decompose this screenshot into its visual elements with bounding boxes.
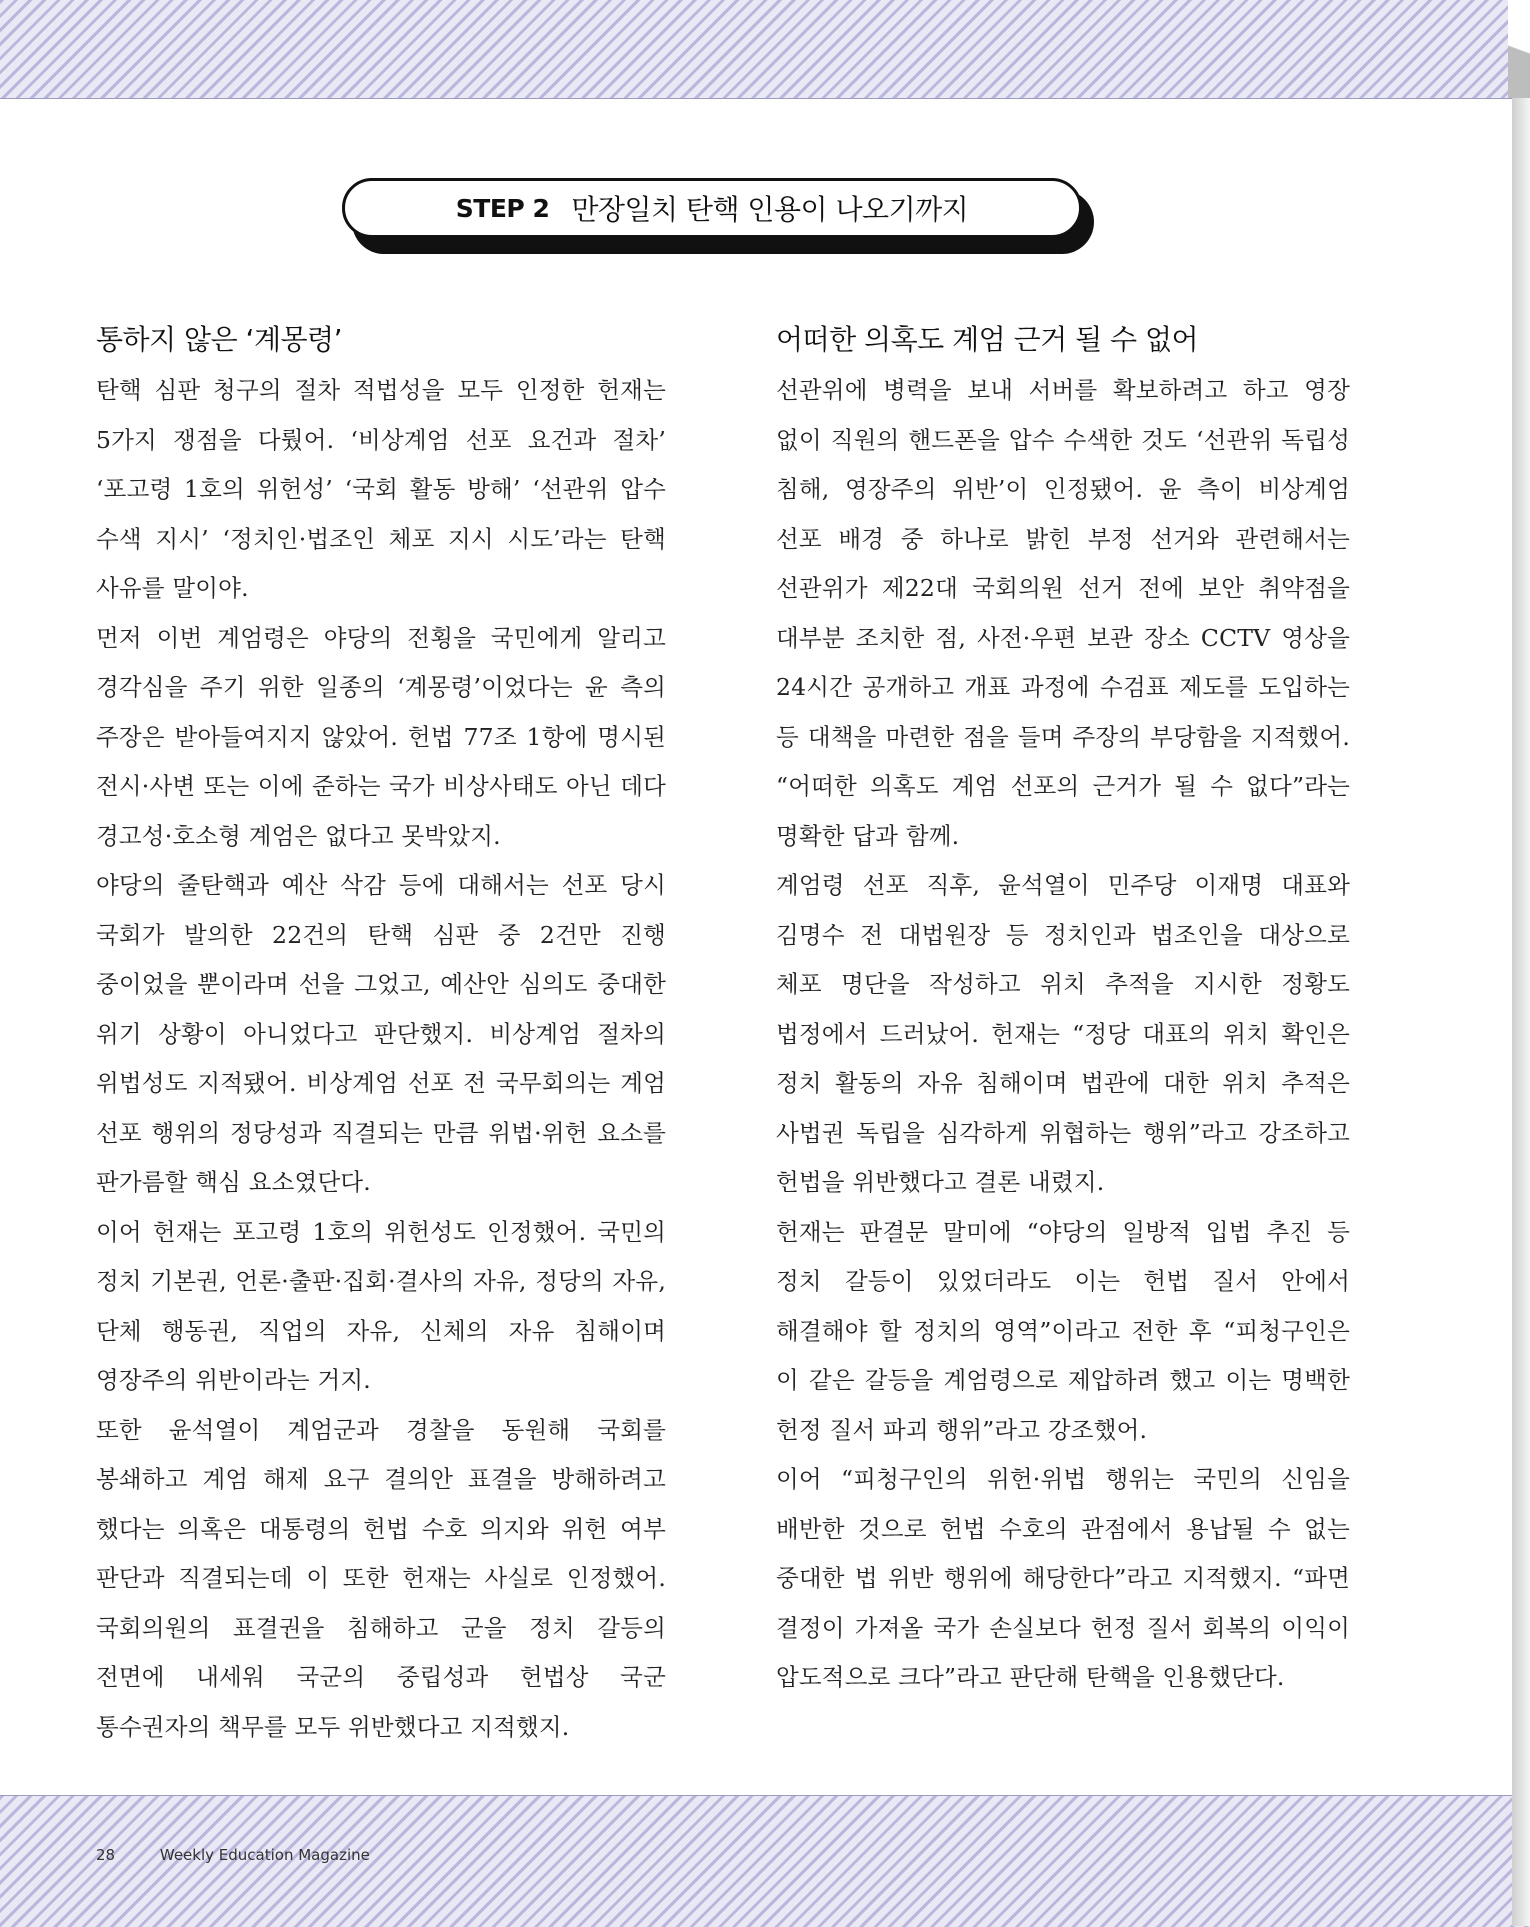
right-heading: 어떠한 의혹도 계엄 근거 될 수 없어 (776, 323, 1199, 356)
left-paragraph-5: 또한 윤석열이 계엄군과 경찰을 동원해 국회를 봉쇄하고 계엄 해제 요구 결의안 표결을 방해하려고 했다는 의혹은 대통령의 헌법 수호 의지와 위헌 여부 판단과 직결되는데 이 또한 헌재는 사실로 인정했어. 국회의원의 표결권을 침해하고 군을 정치 갈등의 전면에 내세워 국군의 중립성과 헌법상 국군 통수권자의 책무를 모두 위반했다고 지적했지. (96, 1415, 666, 1741)
left-column (96, 320, 666, 1752)
step-title: 만장일치 탄핵 인용이 나오기까지 (571, 193, 969, 226)
right-column (776, 320, 1350, 1703)
magazine-name: Weekly Education Magazine (159, 1846, 370, 1864)
left-heading: 통하지 않은 ‘계몽령’ (96, 323, 342, 356)
left-paragraph-1: 탄핵 심판 청구의 절차 적법성을 모두 인정한 헌재는 5가지 쟁점을 다뤘어. ‘비상계엄 선포 요건과 절차’ ‘포고령 1호의 위헌성’ ‘국회 활동 방해’ ‘선관위 압수 수색 지시’ ‘정치인·법조인 체포 지시 시도’라는 탄핵 사유를 말이야. (96, 376, 666, 602)
step-banner (342, 178, 1094, 254)
step-banner-box (342, 178, 1082, 238)
left-paragraph-2: 먼저 이번 계엄령은 야당의 전횡을 국민에게 알리고 경각심을 주기 위한 일종의 ‘계몽령’이었다는 윤 측의 주장은 받아들여지지 않았어. 헌법 77조 1항에 명시된 전시·사변 또는 이에 준하는 국가 비상사태도 아닌 데다 경고성·호소형 계엄은 없다고 못박았지. (96, 623, 666, 850)
right-paragraph-3: 헌재는 판결문 말미에 “야당의 일방적 입법 추진 등 정치 갈등이 있었더라도 이는 헌법 질서 안에서 해결해야 할 정치의 영역”이라고 전한 후 “피청구인은 이 같은 갈등을 계엄령으로 제압하려 했고 이는 명백한 헌정 질서 파괴 행위”라고 강조했어. (776, 1217, 1350, 1444)
top-stripe-band (0, 0, 1530, 99)
right-paragraph-4: 이어 “피청구인의 위헌·위법 행위는 국민의 신임을 배반한 것으로 헌법 수호의 관점에서 용납될 수 없는 중대한 법 위반 행위에 해당한다”라고 지적했지. “파면 결정이 가져올 국가 손실보다 헌정 질서 회복의 이익이 압도적으로 크다”라고 판단해 탄핵을 인용했단다. (776, 1465, 1350, 1691)
page-edge-shadow (1512, 0, 1530, 1926)
page-curl-corner (1508, 0, 1530, 98)
left-paragraph-3: 야당의 줄탄핵과 예산 삭감 등에 대해서는 선포 당시 국회가 발의한 22건의 탄핵 심판 중 2건만 진행 중이었을 뿐이라며 선을 그었고, 예산안 심의도 중대한 위기 상황이 아니었다고 판단했지. 비상계엄 절차의 위법성도 지적됐어. 비상계엄 선포 전 국무회의는 계엄 선포 행위의 정당성과 직결되는 만큼 위법·위헌 요소를 판가름할 핵심 요소였단다. (96, 871, 666, 1196)
page-footer (96, 1846, 370, 1864)
step-label: STEP 2 (455, 193, 550, 223)
left-paragraph-4: 이어 헌재는 포고령 1호의 위헌성도 인정했어. 국민의 정치 기본권, 언론·출판·집회·결사의 자유, 정당의 자유, 단체 행동권, 직업의 자유, 신체의 자유 침해이며 영장주의 위반이라는 거지. (96, 1217, 666, 1394)
right-paragraph-2: 계엄령 선포 직후, 윤석열이 민주당 이재명 대표와 김명수 전 대법원장 등 정치인과 법조인을 대상으로 체포 명단을 작성하고 위치 추적을 지시한 정황도 법정에서 드러났어. 헌재는 “정당 대표의 위치 확인은 정치 활동의 자유 침해이며 법관에 대한 위치 추적은 사법권 독립을 심각하게 위협하는 행위”라고 강조하고 헌법을 위반했다고 결론 내렸지. (776, 871, 1350, 1196)
right-paragraph-1: 선관위에 병력을 보내 서버를 확보하려고 하고 영장 없이 직원의 핸드폰을 압수 수색한 것도 ‘선관위 독립성 침해, 영장주의 위반’이 인정됐어. 윤 측이 비상계엄 선포 배경 중 하나로 밝힌 부정 선거와 관련해서는 선관위가 제22대 국회의원 선거 전에 보안 취약점을 대부분 조치한 점, 사전·우편 보관 장소 CCTV 영상을 24시간 공개하고 개표 과정에 수검표 제도를 도입하는 등 대책을 마련한 점을 들며 주장의 부당함을 지적했어. “어떠한 의혹도 계엄 선포의 근거가 될 수 없다”라는 명확한 답과 함께. (776, 376, 1350, 850)
page-number: 28 (96, 1846, 116, 1864)
